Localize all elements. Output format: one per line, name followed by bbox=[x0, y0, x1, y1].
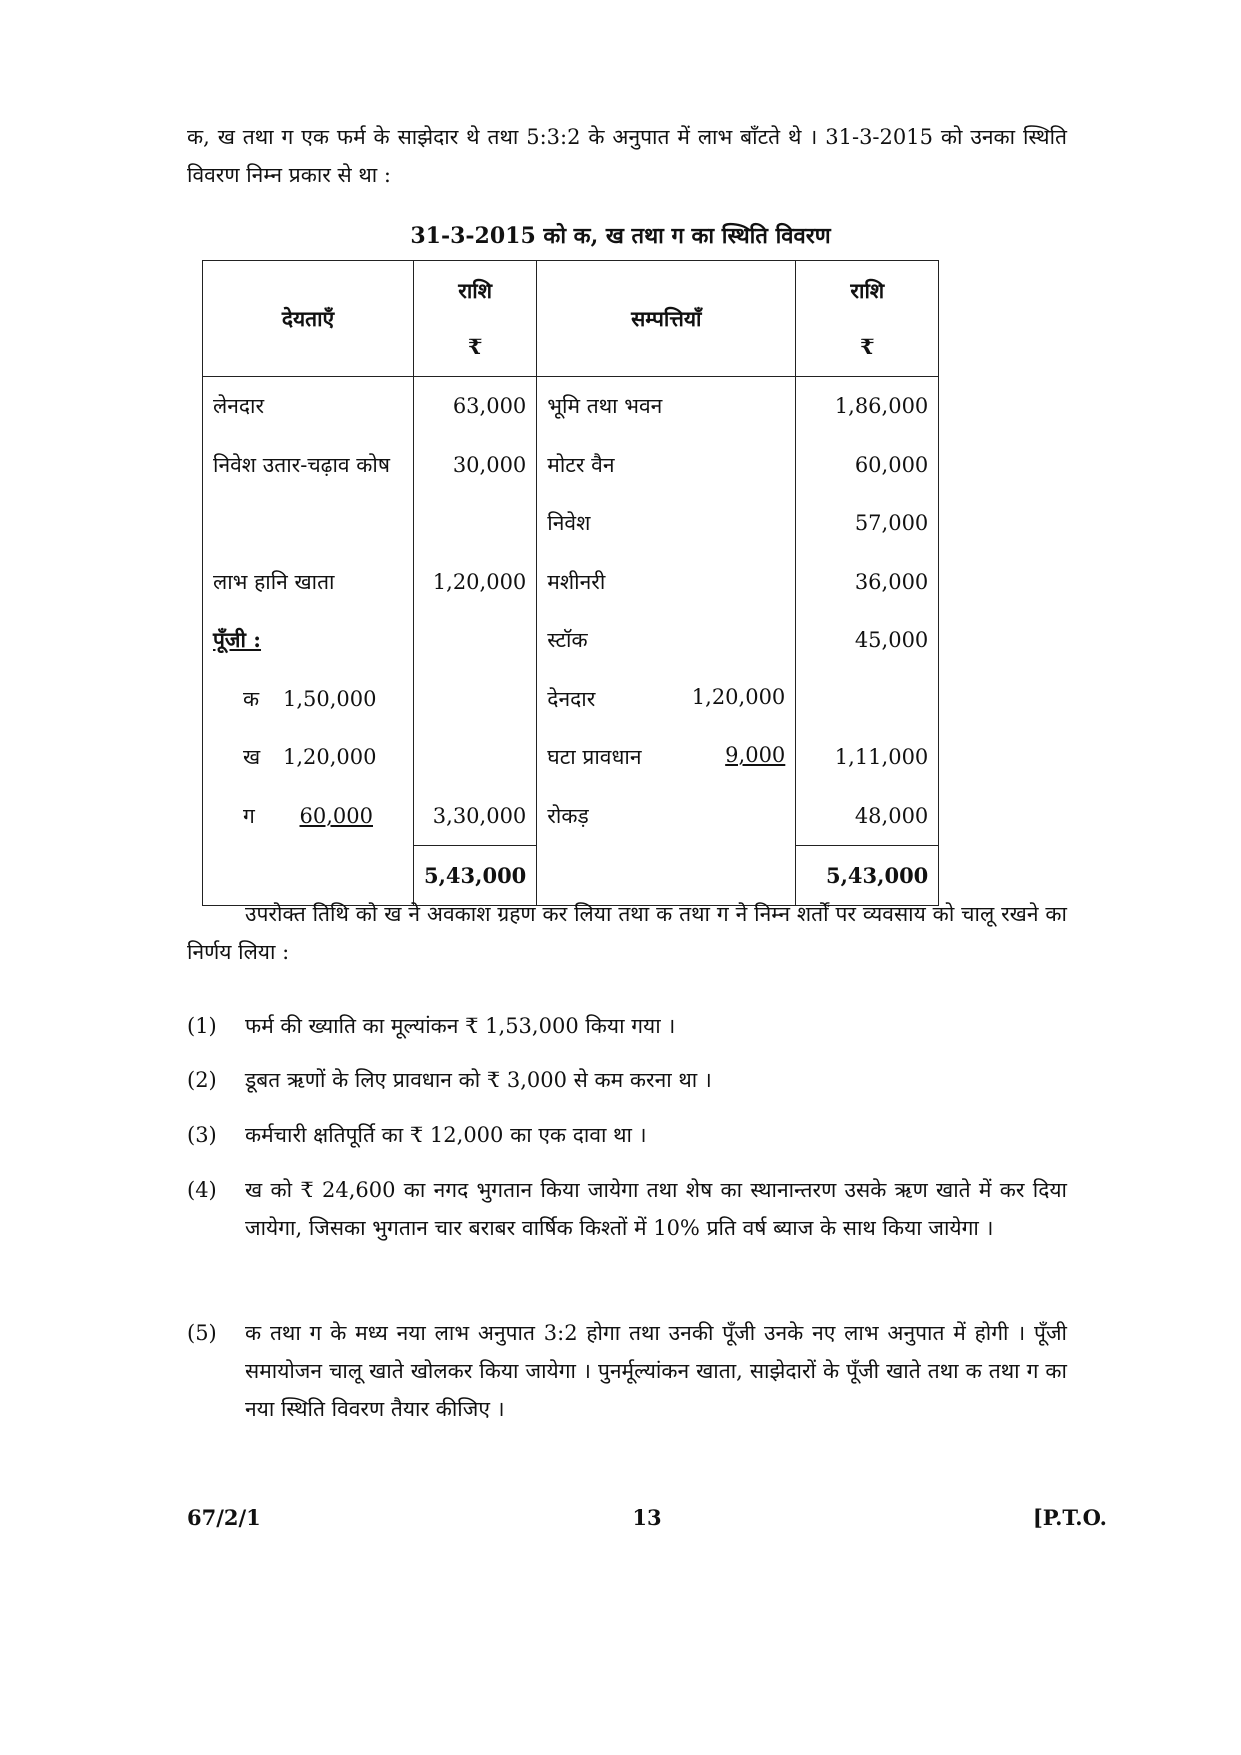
liability-amount bbox=[414, 494, 537, 553]
condition-text: डूबत ऋणों के लिए प्रावधान को ₹ 3,000 से कम करना था । bbox=[245, 1068, 712, 1092]
partner-capital: 60,000 bbox=[299, 804, 373, 828]
partner-capital: 1,50,000 bbox=[283, 686, 377, 711]
partner-capital-wrap bbox=[283, 804, 373, 828]
table-row bbox=[203, 728, 939, 787]
liability-amount bbox=[414, 611, 537, 670]
provision-value: 9,000 bbox=[725, 743, 786, 768]
paper-code: 67/2/1 bbox=[187, 1505, 261, 1530]
condition-item bbox=[187, 1116, 1067, 1154]
debtors-label: देनदार bbox=[547, 686, 596, 711]
partner-name: ख bbox=[243, 745, 261, 770]
liabilities-amount-header bbox=[414, 261, 537, 377]
provision-cell bbox=[537, 728, 796, 787]
asset-amount bbox=[796, 670, 939, 729]
asset-name: निवेश bbox=[537, 494, 796, 553]
liability-amount: 30,000 bbox=[414, 436, 537, 495]
total-liabilities: 5,43,000 bbox=[414, 846, 537, 906]
liability-name: लाभ हानि खाता bbox=[203, 553, 414, 612]
table-row bbox=[203, 377, 939, 436]
condition-number: (4) bbox=[187, 1178, 217, 1202]
liability-amount: 63,000 bbox=[414, 377, 537, 436]
partner-name: क bbox=[243, 686, 260, 711]
condition-item bbox=[187, 1171, 1067, 1247]
table-row bbox=[203, 436, 939, 495]
capital-heading: पूँजी : bbox=[213, 627, 262, 653]
asset-amount: 60,000 bbox=[796, 436, 939, 495]
rupee-symbol: ₹ bbox=[859, 333, 875, 359]
asset-name: स्टॉक bbox=[537, 611, 796, 670]
condition-text: क तथा ग के मध्य नया लाभ अनुपात 3:2 होगा तथा उनकी पूँजी उनके नए लाभ अनुपात में होगी । पूँजी समायोजन चालू खाते खोलकर किया जायेगा । पुनर्मूल्यांकन खाता, साझेदारों के पूँजी खाते तथा क तथा ग का नया स्थिति विवरण तैयार कीजिए । bbox=[245, 1321, 1067, 1421]
asset-amount: 36,000 bbox=[796, 553, 939, 612]
capital-total: 3,30,000 bbox=[414, 787, 537, 846]
cash-amount: 48,000 bbox=[796, 787, 939, 846]
liability-amount bbox=[414, 728, 537, 787]
table-row bbox=[203, 494, 939, 553]
capital-partner-cell bbox=[203, 728, 414, 787]
asset-name: भूमि तथा भवन bbox=[537, 377, 796, 436]
asset-amount: 57,000 bbox=[796, 494, 939, 553]
capital-partner-cell bbox=[203, 670, 414, 729]
liabilities-header: देयताएँ bbox=[203, 261, 414, 377]
condition-item bbox=[187, 1314, 1067, 1428]
table-row bbox=[203, 553, 939, 612]
condition-number: (2) bbox=[187, 1068, 217, 1092]
condition-number: (5) bbox=[187, 1321, 217, 1345]
intro-paragraph: क, ख तथा ग एक फर्म के साझेदार थे तथा 5:3:2 के अनुपात में लाभ बाँटते थे । 31-3-2015 को उनका स्थिति विवरण निम्न प्रकार से था : bbox=[187, 125, 1067, 187]
condition-text: ख को ₹ 24,600 का नगद भुगतान किया जायेगा तथा शेष का स्थानान्तरण उसके ऋण खाते में कर दिया जायेगा, जिसका भुगतान चार बराबर वार्षिक किश्तों में 10% प्रति वर्ष ब्याज के साथ किया जायेगा । bbox=[245, 1178, 1067, 1240]
partner-name: ग bbox=[243, 804, 255, 828]
table-row bbox=[203, 670, 939, 729]
condition-item bbox=[187, 1061, 1067, 1099]
asset-amount: 1,86,000 bbox=[796, 377, 939, 436]
rupee-symbol: ₹ bbox=[467, 333, 483, 359]
amount-label: राशि bbox=[458, 277, 493, 303]
balance-sheet-table bbox=[202, 260, 939, 906]
liability-name: निवेश उतार-चढ़ाव कोष bbox=[203, 436, 414, 495]
debtors-net-amount: 1,11,000 bbox=[796, 728, 939, 787]
condition-text: फर्म की ख्याति का मूल्यांकन ₹ 1,53,000 किया गया । bbox=[245, 1014, 676, 1038]
table-row bbox=[203, 611, 939, 670]
asset-amount: 45,000 bbox=[796, 611, 939, 670]
table-header-row bbox=[203, 261, 939, 377]
assets-header: सम्पत्तियाँ bbox=[537, 261, 796, 377]
liability-name: लेनदार bbox=[203, 377, 414, 436]
liability-amount: 1,20,000 bbox=[414, 553, 537, 612]
amount-label: राशि bbox=[850, 277, 885, 303]
table-row bbox=[203, 787, 939, 846]
partner-capital: 1,20,000 bbox=[283, 745, 377, 770]
assets-amount-header bbox=[796, 261, 939, 377]
retirement-paragraph: उपरोक्त तिथि को ख ने अवकाश ग्रहण कर लिया तथा क तथा ग ने निम्न शर्तों पर व्यवसाय को चालू रखने का निर्णय लिया : bbox=[187, 902, 1067, 964]
capital-heading-cell bbox=[203, 611, 414, 670]
liability-amount bbox=[414, 670, 537, 729]
condition-number: (1) bbox=[187, 1014, 217, 1038]
table-title: 31-3-2015 को क, ख तथा ग का स्थिति विवरण bbox=[410, 223, 831, 249]
condition-text: कर्मचारी क्षतिपूर्ति का ₹ 12,000 का एक दावा था । bbox=[245, 1123, 647, 1147]
capital-partner-cell bbox=[203, 787, 414, 846]
page-number: 13 bbox=[632, 1505, 662, 1530]
debtors-cell bbox=[537, 670, 796, 729]
pto-label: [P.T.O. bbox=[1032, 1505, 1107, 1530]
provision-value-wrap bbox=[675, 743, 785, 771]
condition-item bbox=[187, 1007, 1067, 1045]
debtors-value: 1,20,000 bbox=[691, 684, 786, 709]
asset-name: मशीनरी bbox=[537, 553, 796, 612]
asset-name: मोटर वैन bbox=[537, 436, 796, 495]
condition-number: (3) bbox=[187, 1123, 217, 1147]
cash-label: रोकड़ bbox=[537, 787, 796, 846]
provision-label: घटा प्रावधान bbox=[547, 745, 642, 770]
liability-name bbox=[203, 494, 414, 553]
total-assets: 5,43,000 bbox=[796, 846, 939, 906]
